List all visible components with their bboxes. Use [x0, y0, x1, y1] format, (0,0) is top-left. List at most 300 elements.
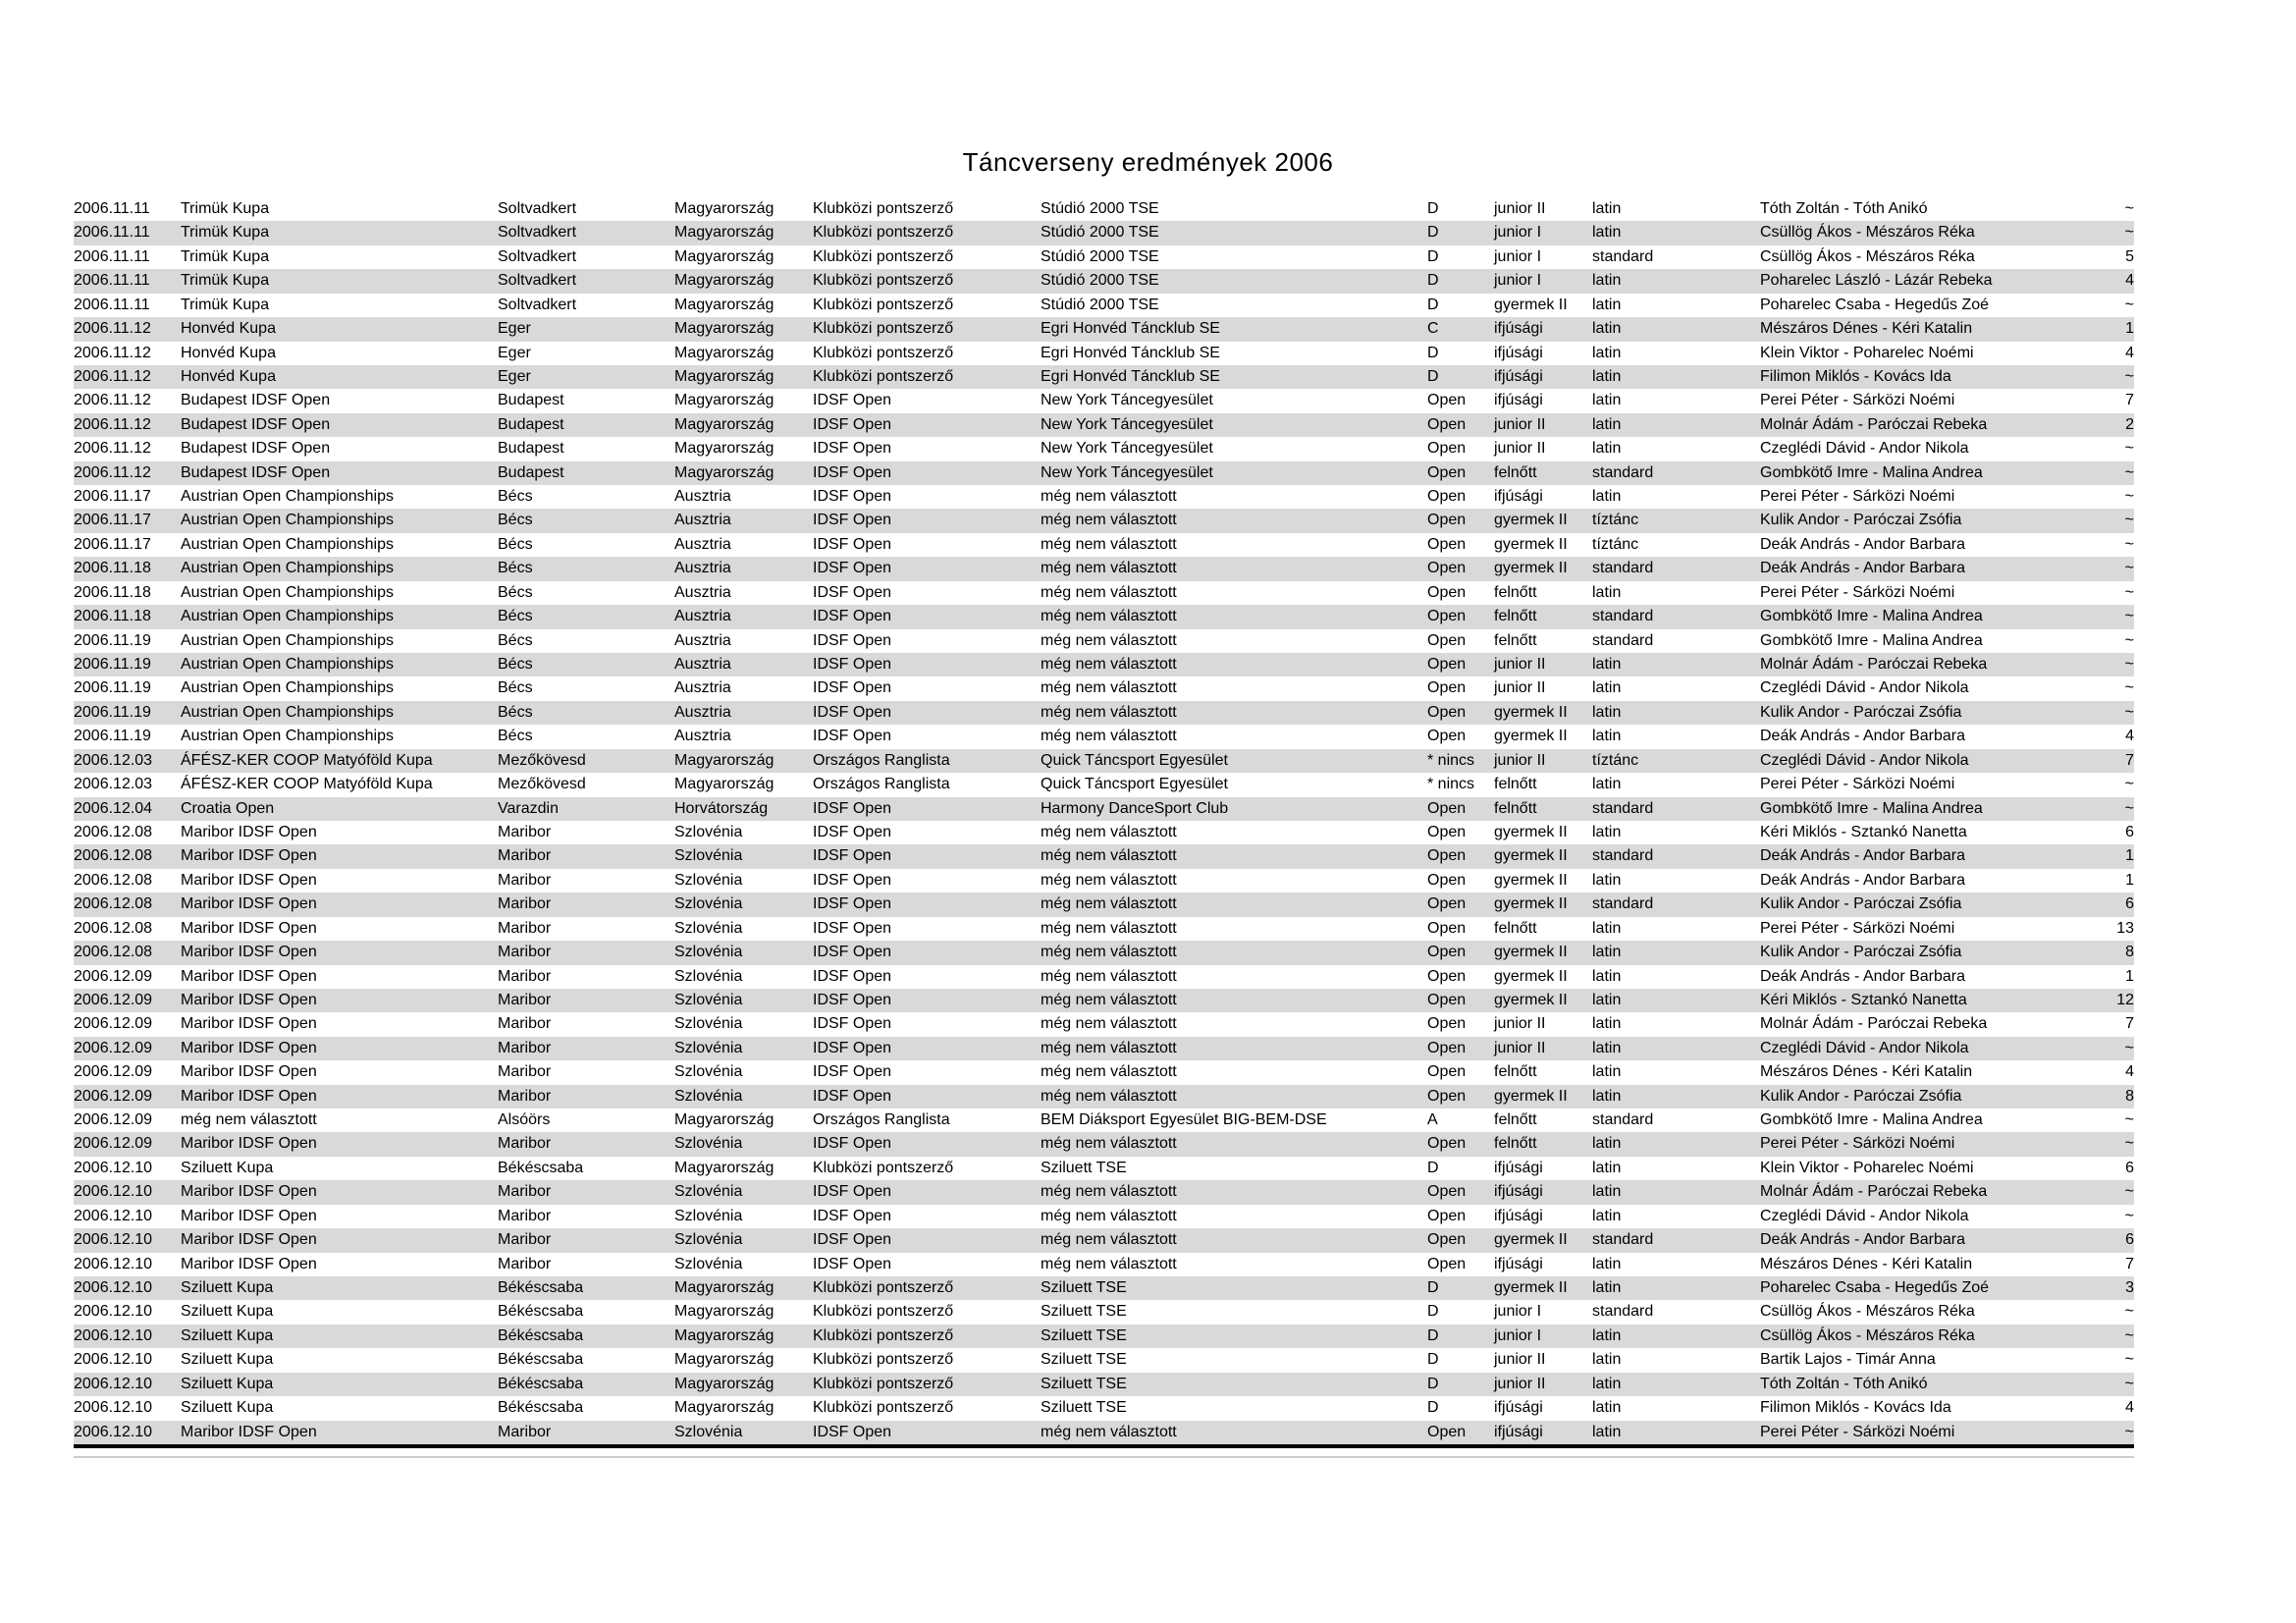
cell-couple: Perei Péter - Sárközi Noémi: [1760, 1135, 1955, 1153]
cell-country: Magyarország: [674, 751, 774, 769]
cell-city: Maribor: [498, 919, 552, 937]
table-row: [74, 1228, 2134, 1252]
cell-club: még nem választott: [1041, 1423, 1177, 1440]
cell-style: latin: [1592, 944, 1622, 961]
cell-city: Budapest: [498, 463, 564, 481]
cell-placement: 7: [2125, 1015, 2134, 1033]
cell-placement: 6: [2125, 823, 2134, 840]
cell-placement: 7: [2125, 1255, 2134, 1272]
cell-city: Bécs: [498, 703, 533, 721]
cell-couple: Molnár Ádám - Paróczai Rebeka: [1760, 656, 1988, 674]
cell-style: latin: [1592, 1087, 1622, 1105]
cell-age-group: junior II: [1494, 656, 1546, 674]
cell-placement: 4: [2125, 728, 2134, 745]
cell-country: Szlovénia: [674, 1015, 743, 1033]
cell-placement: ~: [2124, 1207, 2134, 1224]
cell-date: 2006.11.12: [74, 367, 151, 385]
cell-class: Open: [1427, 703, 1467, 721]
cell-club: még nem választott: [1041, 488, 1177, 506]
table-row: [74, 869, 2134, 893]
cell-date: 2006.11.12: [74, 320, 151, 338]
cell-event: Maribor IDSF Open: [181, 1063, 317, 1081]
cell-couple: Perei Péter - Sárközi Noémi: [1760, 776, 1955, 793]
cell-event: Austrian Open Championships: [181, 583, 395, 601]
cell-date: 2006.12.10: [74, 1255, 153, 1272]
table-row: [74, 893, 2134, 916]
table-row: [74, 989, 2134, 1012]
table-row: [74, 1037, 2134, 1060]
cell-placement: ~: [2124, 200, 2134, 217]
cell-style: latin: [1592, 320, 1622, 338]
table-row: [74, 342, 2134, 365]
cell-date: 2006.11.11: [74, 224, 150, 242]
cell-country: Szlovénia: [674, 1255, 743, 1272]
cell-age-group: ifjúsági: [1494, 1207, 1543, 1224]
cell-placement: ~: [2124, 1303, 2134, 1321]
cell-date: 2006.12.10: [74, 1351, 153, 1369]
cell-date: 2006.12.08: [74, 871, 153, 889]
cell-date: 2006.12.08: [74, 919, 153, 937]
cell-club: New York Táncegyesület: [1041, 440, 1213, 458]
cell-city: Maribor: [498, 1255, 552, 1272]
cell-couple: Gombkötő Imre - Malina Andrea: [1760, 799, 1983, 817]
cell-style: latin: [1592, 1326, 1622, 1344]
cell-placement: 1: [2125, 871, 2134, 889]
cell-event: Budapest IDSF Open: [181, 415, 331, 433]
cell-club: még nem választott: [1041, 512, 1177, 529]
cell-event: Sziluett Kupa: [181, 1303, 274, 1321]
cell-class: Open: [1427, 991, 1467, 1008]
cell-club: Stúdió 2000 TSE: [1041, 272, 1159, 290]
cell-country: Magyarország: [674, 440, 774, 458]
cell-country: Szlovénia: [674, 871, 743, 889]
cell-date: 2006.12.10: [74, 1423, 153, 1440]
cell-couple: Czeglédi Dávid - Andor Nikola: [1760, 1207, 1969, 1224]
cell-competition-type: IDSF Open: [813, 823, 892, 840]
cell-city: Maribor: [498, 1063, 552, 1081]
cell-couple: Csüllög Ákos - Mészáros Réka: [1760, 1303, 1975, 1321]
cell-competition-type: IDSF Open: [813, 1183, 892, 1201]
cell-city: Bécs: [498, 535, 533, 553]
cell-age-group: felnőtt: [1494, 608, 1537, 625]
cell-date: 2006.12.10: [74, 1278, 153, 1296]
cell-date: 2006.11.19: [74, 679, 151, 697]
cell-couple: Filimon Miklós - Kovács Ida: [1760, 1399, 1951, 1417]
cell-city: Maribor: [498, 967, 552, 985]
cell-club: Stúdió 2000 TSE: [1041, 224, 1159, 242]
cell-placement: ~: [2124, 296, 2134, 313]
cell-placement: ~: [2124, 535, 2134, 553]
cell-competition-type: IDSF Open: [813, 895, 892, 913]
cell-age-group: junior II: [1494, 1039, 1546, 1056]
cell-competition-type: Klubközi pontszerző: [813, 1159, 954, 1176]
cell-country: Magyarország: [674, 463, 774, 481]
cell-couple: Poharelec László - Lázár Rebeka: [1760, 272, 1993, 290]
cell-date: 2006.12.08: [74, 847, 153, 865]
cell-couple: Kéri Miklós - Sztankó Nanetta: [1760, 823, 1967, 840]
cell-class: Open: [1427, 1231, 1467, 1249]
cell-club: még nem választott: [1041, 1135, 1177, 1153]
cell-event: Maribor IDSF Open: [181, 1231, 317, 1249]
cell-event: Trimük Kupa: [181, 224, 270, 242]
cell-couple: Gombkötő Imre - Malina Andrea: [1760, 608, 1983, 625]
cell-event: Austrian Open Championships: [181, 608, 395, 625]
cell-competition-type: Klubközi pontszerző: [813, 344, 954, 361]
cell-date: 2006.11.12: [74, 344, 151, 361]
cell-club: még nem választott: [1041, 1087, 1177, 1105]
cell-placement: ~: [2124, 656, 2134, 674]
cell-city: Mezőkövesd: [498, 751, 586, 769]
cell-country: Horvátország: [674, 799, 769, 817]
cell-event: Maribor IDSF Open: [181, 944, 317, 961]
cell-competition-type: IDSF Open: [813, 728, 892, 745]
cell-class: C: [1427, 320, 1439, 338]
cell-placement: 2: [2125, 415, 2134, 433]
table-row: [74, 581, 2134, 605]
table-row: [74, 509, 2134, 532]
table-row: [74, 629, 2134, 653]
cell-placement: 12: [2116, 991, 2134, 1008]
cell-age-group: gyermek II: [1494, 895, 1568, 913]
cell-couple: Perei Péter - Sárközi Noémi: [1760, 1423, 1955, 1440]
cell-city: Bécs: [498, 512, 533, 529]
cell-style: latin: [1592, 272, 1622, 290]
cell-age-group: ifjúsági: [1494, 1255, 1543, 1272]
cell-class: Open: [1427, 679, 1467, 697]
cell-club: Sziluett TSE: [1041, 1399, 1127, 1417]
cell-style: latin: [1592, 367, 1622, 385]
cell-style: latin: [1592, 1039, 1622, 1056]
cell-placement: ~: [2124, 799, 2134, 817]
cell-city: Eger: [498, 320, 531, 338]
cell-placement: ~: [2124, 1135, 2134, 1153]
cell-couple: Perei Péter - Sárközi Noémi: [1760, 392, 1955, 409]
cell-country: Ausztria: [674, 728, 731, 745]
cell-style: latin: [1592, 776, 1622, 793]
cell-competition-type: Klubközi pontszerző: [813, 1375, 954, 1392]
cell-placement: ~: [2124, 1183, 2134, 1201]
cell-club: még nem választott: [1041, 656, 1177, 674]
cell-placement: ~: [2124, 703, 2134, 721]
cell-competition-type: IDSF Open: [813, 991, 892, 1008]
cell-country: Magyarország: [674, 1375, 774, 1392]
cell-club: még nem választott: [1041, 535, 1177, 553]
cell-placement: 6: [2125, 895, 2134, 913]
cell-country: Magyarország: [674, 1159, 774, 1176]
cell-city: Bécs: [498, 631, 533, 649]
cell-competition-type: IDSF Open: [813, 608, 892, 625]
cell-age-group: junior II: [1494, 1375, 1546, 1392]
cell-couple: Perei Péter - Sárközi Noémi: [1760, 488, 1955, 506]
cell-competition-type: Klubközi pontszerző: [813, 200, 954, 217]
cell-country: Szlovénia: [674, 1183, 743, 1201]
cell-city: Soltvadkert: [498, 247, 577, 265]
cell-style: latin: [1592, 1423, 1622, 1440]
cell-style: latin: [1592, 656, 1622, 674]
cell-style: tíztánc: [1592, 751, 1639, 769]
cell-country: Magyarország: [674, 320, 774, 338]
cell-city: Maribor: [498, 895, 552, 913]
cell-city: Maribor: [498, 1183, 552, 1201]
cell-city: Maribor: [498, 1039, 552, 1056]
cell-city: Maribor: [498, 1015, 552, 1033]
table-row: [74, 1300, 2134, 1324]
cell-competition-type: IDSF Open: [813, 631, 892, 649]
cell-style: latin: [1592, 1255, 1622, 1272]
cell-age-group: junior II: [1494, 679, 1546, 697]
cell-competition-type: Klubközi pontszerző: [813, 367, 954, 385]
cell-date: 2006.12.10: [74, 1159, 153, 1176]
cell-country: Magyarország: [674, 1278, 774, 1296]
cell-city: Soltvadkert: [498, 272, 577, 290]
table-row: [74, 1325, 2134, 1348]
table-row: [74, 797, 2134, 821]
cell-couple: Deák András - Andor Barbara: [1760, 847, 1966, 865]
cell-club: még nem választott: [1041, 1015, 1177, 1033]
cell-city: Maribor: [498, 944, 552, 961]
cell-class: D: [1427, 367, 1439, 385]
cell-city: Maribor: [498, 1207, 552, 1224]
cell-country: Szlovénia: [674, 1231, 743, 1249]
cell-country: Ausztria: [674, 631, 731, 649]
cell-city: Bécs: [498, 560, 533, 577]
cell-style: standard: [1592, 560, 1654, 577]
cell-club: Sziluett TSE: [1041, 1303, 1127, 1321]
cell-age-group: gyermek II: [1494, 560, 1568, 577]
cell-competition-type: Klubközi pontszerző: [813, 272, 954, 290]
cell-country: Szlovénia: [674, 1135, 743, 1153]
cell-event: Sziluett Kupa: [181, 1399, 274, 1417]
cell-class: Open: [1427, 560, 1467, 577]
cell-class: Open: [1427, 847, 1467, 865]
cell-date: 2006.11.18: [74, 608, 151, 625]
cell-age-group: gyermek II: [1494, 967, 1568, 985]
cell-style: latin: [1592, 296, 1622, 313]
cell-city: Soltvadkert: [498, 200, 577, 217]
cell-age-group: junior I: [1494, 224, 1542, 242]
cell-club: még nem választott: [1041, 1063, 1177, 1081]
cell-placement: 7: [2125, 751, 2134, 769]
cell-event: Croatia Open: [181, 799, 275, 817]
cell-country: Szlovénia: [674, 1423, 743, 1440]
cell-event: Trimük Kupa: [181, 200, 270, 217]
cell-club: New York Táncegyesület: [1041, 463, 1213, 481]
table-row: [74, 605, 2134, 628]
cell-couple: Perei Péter - Sárközi Noémi: [1760, 919, 1955, 937]
cell-event: Maribor IDSF Open: [181, 823, 317, 840]
cell-city: Maribor: [498, 991, 552, 1008]
table-row: [74, 1205, 2134, 1228]
cell-event: Budapest IDSF Open: [181, 440, 331, 458]
cell-age-group: junior I: [1494, 1326, 1542, 1344]
cell-competition-type: Klubközi pontszerző: [813, 296, 954, 313]
cell-age-group: felnőtt: [1494, 583, 1537, 601]
table-row: [74, 269, 2134, 293]
cell-age-group: gyermek II: [1494, 512, 1568, 529]
cell-age-group: gyermek II: [1494, 871, 1568, 889]
cell-class: D: [1427, 344, 1439, 361]
cell-city: Bécs: [498, 583, 533, 601]
cell-couple: Deák András - Andor Barbara: [1760, 871, 1966, 889]
cell-class: D: [1427, 1399, 1439, 1417]
cell-couple: Deák András - Andor Barbara: [1760, 967, 1966, 985]
cell-city: Békéscsaba: [498, 1159, 584, 1176]
cell-club: New York Táncegyesület: [1041, 392, 1213, 409]
cell-club: még nem választott: [1041, 823, 1177, 840]
cell-event: Maribor IDSF Open: [181, 1423, 317, 1440]
cell-style: standard: [1592, 799, 1654, 817]
cell-class: Open: [1427, 656, 1467, 674]
cell-class: * nincs: [1427, 751, 1475, 769]
cell-country: Magyarország: [674, 392, 774, 409]
cell-couple: Bartik Lajos - Timár Anna: [1760, 1351, 1936, 1369]
cell-style: latin: [1592, 1183, 1622, 1201]
cell-club: még nem választott: [1041, 679, 1177, 697]
cell-date: 2006.11.19: [74, 656, 151, 674]
cell-event: Austrian Open Championships: [181, 560, 395, 577]
cell-date: 2006.11.19: [74, 728, 151, 745]
cell-club: még nem választott: [1041, 967, 1177, 985]
cell-club: még nem választott: [1041, 871, 1177, 889]
cell-club: még nem választott: [1041, 1255, 1177, 1272]
cell-club: Stúdió 2000 TSE: [1041, 247, 1159, 265]
cell-country: Magyarország: [674, 224, 774, 242]
cell-club: még nem választott: [1041, 703, 1177, 721]
cell-club: Egri Honvéd Táncklub SE: [1041, 344, 1220, 361]
cell-competition-type: IDSF Open: [813, 535, 892, 553]
cell-country: Magyarország: [674, 415, 774, 433]
cell-competition-type: IDSF Open: [813, 871, 892, 889]
cell-date: 2006.11.12: [74, 440, 151, 458]
cell-competition-type: IDSF Open: [813, 1423, 892, 1440]
cell-class: Open: [1427, 463, 1467, 481]
cell-class: Open: [1427, 1039, 1467, 1056]
cell-competition-type: IDSF Open: [813, 1255, 892, 1272]
cell-placement: 6: [2125, 1231, 2134, 1249]
cell-city: Budapest: [498, 440, 564, 458]
cell-date: 2006.12.10: [74, 1375, 153, 1392]
cell-couple: Molnár Ádám - Paróczai Rebeka: [1760, 415, 1988, 433]
cell-city: Bécs: [498, 608, 533, 625]
table-row: [74, 221, 2134, 244]
cell-event: Austrian Open Championships: [181, 488, 395, 506]
cell-age-group: gyermek II: [1494, 944, 1568, 961]
cell-competition-type: IDSF Open: [813, 919, 892, 937]
cell-couple: Klein Viktor - Poharelec Noémi: [1760, 1159, 1974, 1176]
cell-placement: ~: [2124, 440, 2134, 458]
cell-date: 2006.12.09: [74, 1135, 153, 1153]
cell-style: latin: [1592, 392, 1622, 409]
table-row: [74, 1253, 2134, 1276]
cell-country: Szlovénia: [674, 944, 743, 961]
cell-event: Austrian Open Championships: [181, 512, 395, 529]
cell-class: Open: [1427, 967, 1467, 985]
cell-club: Quick Táncsport Egyesület: [1041, 751, 1228, 769]
cell-class: Open: [1427, 1087, 1467, 1105]
cell-city: Soltvadkert: [498, 224, 577, 242]
cell-date: 2006.12.08: [74, 944, 153, 961]
cell-age-group: ifjúsági: [1494, 1423, 1543, 1440]
cell-age-group: gyermek II: [1494, 296, 1568, 313]
cell-date: 2006.12.10: [74, 1207, 153, 1224]
cell-placement: 6: [2125, 1159, 2134, 1176]
cell-competition-type: Országos Ranglista: [813, 751, 950, 769]
cell-style: latin: [1592, 967, 1622, 985]
cell-class: Open: [1427, 1183, 1467, 1201]
cell-placement: 13: [2116, 919, 2134, 937]
cell-placement: ~: [2124, 560, 2134, 577]
cell-class: Open: [1427, 728, 1467, 745]
cell-event: Trimük Kupa: [181, 272, 270, 290]
cell-city: Maribor: [498, 1135, 552, 1153]
cell-event: Trimük Kupa: [181, 247, 270, 265]
cell-couple: Kulik Andor - Paróczai Zsófia: [1760, 944, 1962, 961]
cell-date: 2006.11.11: [74, 200, 150, 217]
table-row: [74, 1109, 2134, 1132]
cell-event: Austrian Open Championships: [181, 679, 395, 697]
results-table: [74, 197, 2134, 1448]
cell-class: D: [1427, 1375, 1439, 1392]
cell-date: 2006.11.19: [74, 631, 151, 649]
cell-class: Open: [1427, 1423, 1467, 1440]
cell-class: * nincs: [1427, 776, 1475, 793]
cell-competition-type: IDSF Open: [813, 703, 892, 721]
cell-couple: Kulik Andor - Paróczai Zsófia: [1760, 1087, 1962, 1105]
table-row: [74, 676, 2134, 700]
cell-competition-type: IDSF Open: [813, 799, 892, 817]
cell-country: Szlovénia: [674, 847, 743, 865]
cell-competition-type: IDSF Open: [813, 415, 892, 433]
cell-age-group: junior II: [1494, 200, 1546, 217]
cell-age-group: gyermek II: [1494, 847, 1568, 865]
cell-competition-type: Klubközi pontszerző: [813, 320, 954, 338]
cell-couple: Molnár Ádám - Paróczai Rebeka: [1760, 1015, 1988, 1033]
cell-age-group: gyermek II: [1494, 991, 1568, 1008]
cell-style: latin: [1592, 224, 1622, 242]
cell-country: Szlovénia: [674, 1063, 743, 1081]
cell-placement: ~: [2124, 463, 2134, 481]
cell-city: Bécs: [498, 488, 533, 506]
cell-couple: Czeglédi Dávid - Andor Nikola: [1760, 679, 1969, 697]
cell-competition-type: IDSF Open: [813, 944, 892, 961]
table-row: [74, 461, 2134, 485]
cell-age-group: gyermek II: [1494, 1087, 1568, 1105]
cell-date: 2006.12.09: [74, 1063, 153, 1081]
table-row: [74, 557, 2134, 580]
cell-style: standard: [1592, 1231, 1654, 1249]
cell-club: még nem választott: [1041, 1231, 1177, 1249]
cell-style: latin: [1592, 703, 1622, 721]
cell-placement: 7: [2125, 392, 2134, 409]
cell-country: Magyarország: [674, 367, 774, 385]
page-title: Táncverseny eredmények 2006: [962, 147, 1334, 177]
cell-placement: ~: [2124, 1039, 2134, 1056]
cell-class: Open: [1427, 919, 1467, 937]
cell-couple: Mészáros Dénes - Kéri Katalin: [1760, 1255, 1973, 1272]
cell-competition-type: IDSF Open: [813, 1063, 892, 1081]
cell-club: még nem választott: [1041, 728, 1177, 745]
cell-couple: Klein Viktor - Poharelec Noémi: [1760, 344, 1974, 361]
cell-age-group: junior II: [1494, 415, 1546, 433]
cell-couple: Tóth Zoltán - Tóth Anikó: [1760, 1375, 1928, 1392]
cell-age-group: gyermek II: [1494, 703, 1568, 721]
cell-couple: Mészáros Dénes - Kéri Katalin: [1760, 320, 1973, 338]
cell-style: latin: [1592, 728, 1622, 745]
cell-placement: ~: [2124, 631, 2134, 649]
cell-couple: Czeglédi Dávid - Andor Nikola: [1760, 440, 1969, 458]
cell-city: Maribor: [498, 847, 552, 865]
cell-style: tíztánc: [1592, 535, 1639, 553]
